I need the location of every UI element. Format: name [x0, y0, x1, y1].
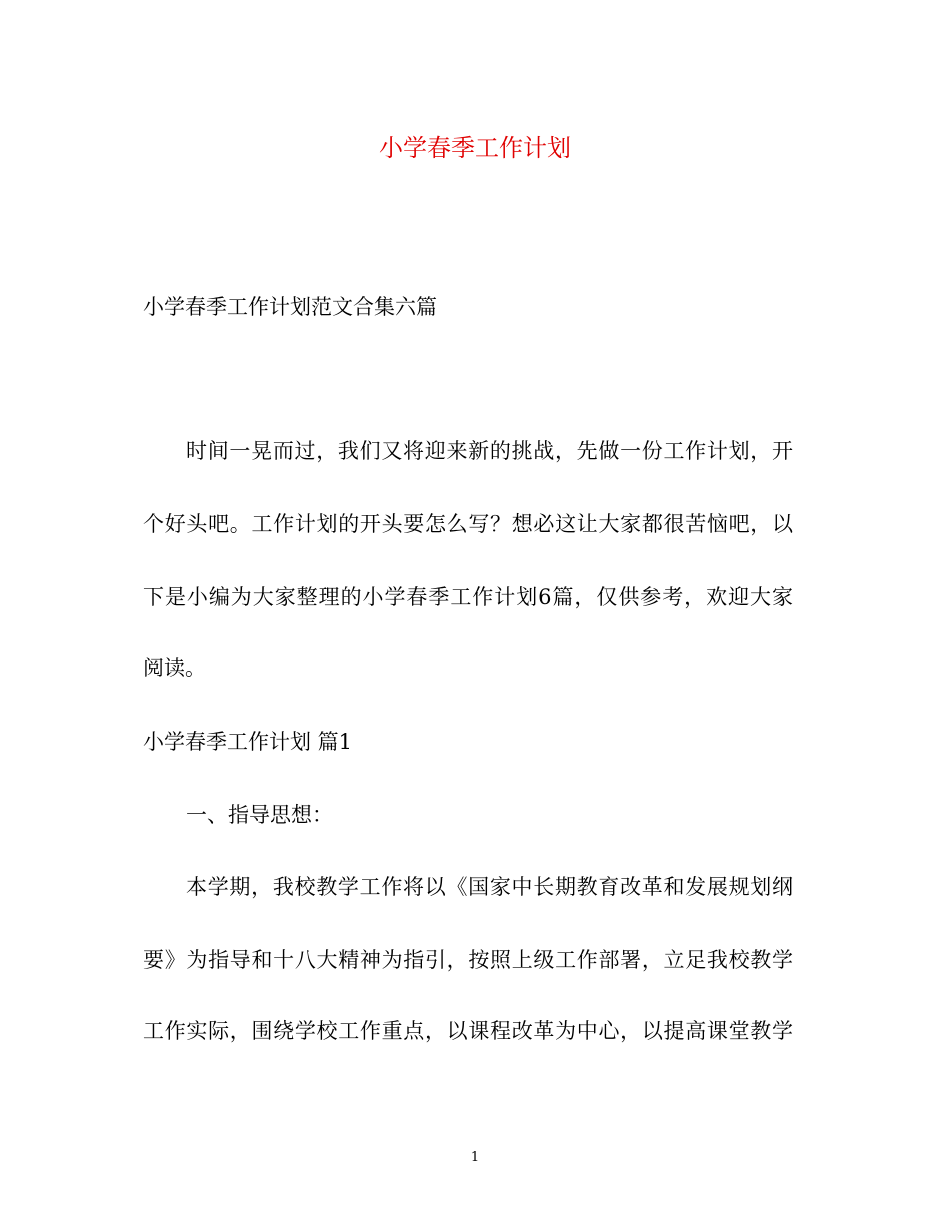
- section-heading: 小学春季工作计划 篇1: [143, 730, 353, 754]
- body-line: 工作实际，围绕学校工作重点，以课程改革为中心，以提高课堂教学: [143, 1019, 793, 1043]
- document-title: 小学春季工作计划: [379, 134, 571, 162]
- body-line: 本学期，我校教学工作将以《国家中长期教育改革和发展规划纲: [186, 875, 793, 899]
- section-subheading: 一、指导思想：: [186, 803, 333, 827]
- intro-line: 时间一晃而过，我们又将迎来新的挑战，先做一份工作计划，开: [186, 439, 793, 463]
- intro-line: 个好头吧。工作计划的开头要怎么写？想必这让大家都很苦恼吧，以: [143, 512, 793, 536]
- page-number: 1: [470, 1150, 480, 1165]
- document-subtitle: 小学春季工作计划范文合集六篇: [143, 295, 437, 319]
- intro-line: 下是小编为大家整理的小学春季工作计划6篇，仅供参考，欢迎大家: [143, 585, 793, 609]
- intro-line: 阅读。: [143, 656, 206, 680]
- body-line: 要》为指导和十八大精神为指引，按照上级工作部署，立足我校教学: [143, 948, 793, 972]
